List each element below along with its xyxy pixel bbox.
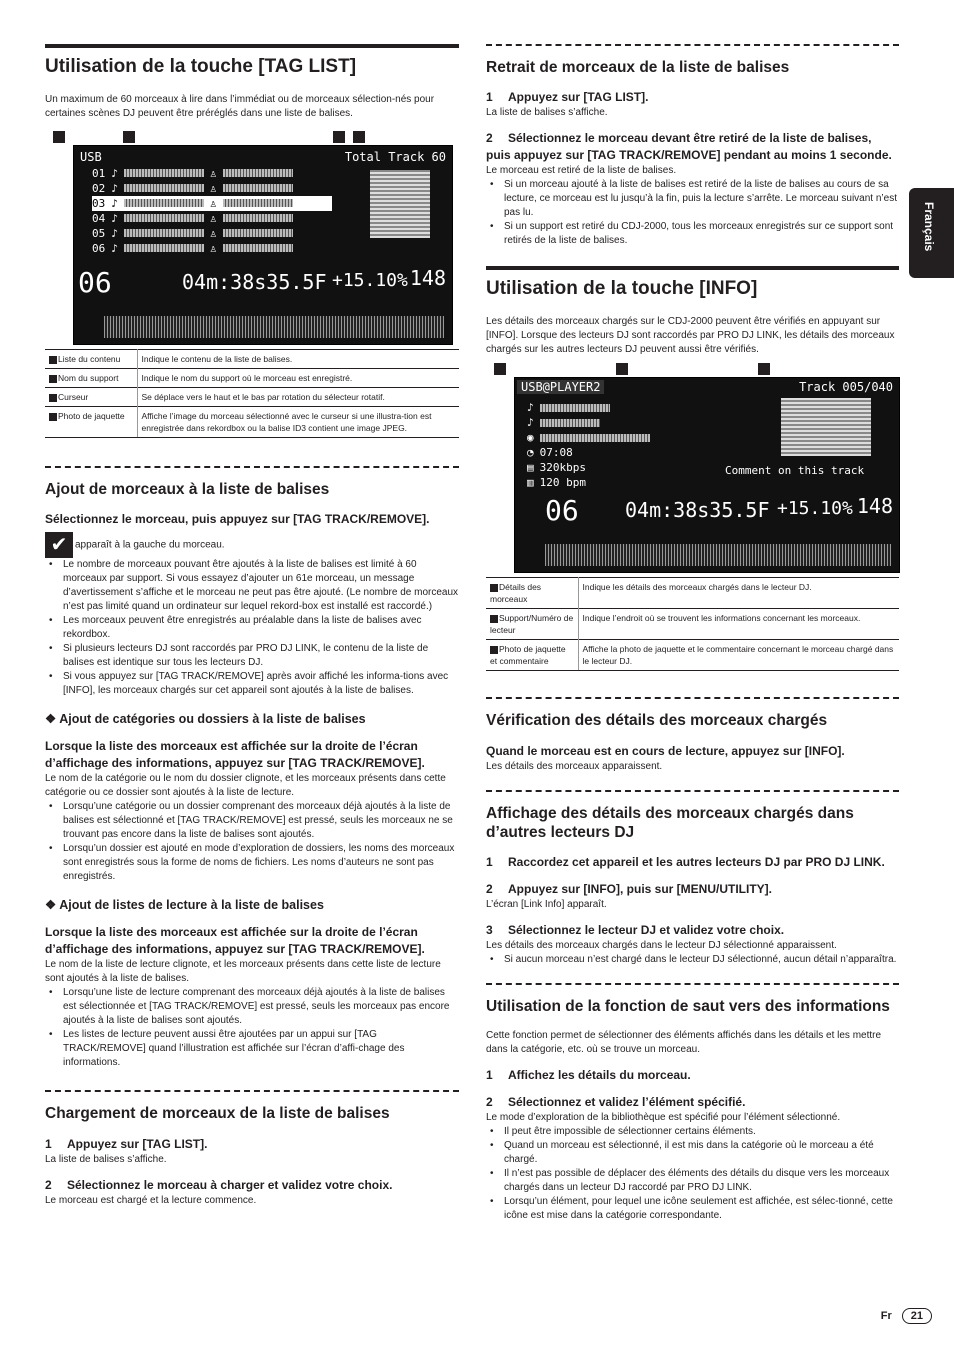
duration: 07:08 [539, 446, 573, 460]
bullet-item: • Si vous appuyez sur [TAG TRACK/REMOVE] après avoir affiché les informa-tions avec [INFO], les morceaux chargés sur cet appareil sont ajoutés à la liste de balises. [63, 670, 459, 698]
check-icon: ✔ [45, 532, 73, 558]
bpm-row: 120 bpm [539, 476, 586, 490]
info-title: Utilisation de la touche [INFO] [486, 278, 758, 300]
details-list: ♪ ♪ ◉ ◔ 07:08 ▤ 320kbps ▥ 120 bpm [527, 400, 677, 490]
artist-icon: ♙ [209, 166, 217, 180]
note-icon: ♪ [111, 181, 118, 195]
legend-key: Liste du contenu [58, 353, 121, 364]
page-number: 21 [902, 1308, 932, 1324]
legend-row [45, 387, 459, 406]
add-bullets [45, 558, 459, 698]
callout-4 [353, 131, 365, 143]
jump-title: Utilisation de la fonction de saut vers des informations [486, 998, 890, 1016]
tempo-display: +15.10% [777, 498, 853, 520]
callout-1-icon [49, 356, 57, 364]
legend-value: Affiche l’image du morceau sélectionné avec le curseur si une illustra-tion est enregistrée dans rekordbox ou la balise ID3 contient une image JPEG. [137, 406, 459, 437]
remove-step-2-text: Le morceau est retiré de la liste de balises. [486, 165, 677, 177]
bullet-item: • Quand un morceau est sélectionné, il est mis dans la catégorie où le morceau a été chargé. [504, 1139, 899, 1167]
bitrate: 320kbps [539, 461, 586, 475]
load-step-2: Sélectionnez le morceau à charger et validez votre choix. [67, 1177, 393, 1192]
callout-2 [123, 131, 135, 143]
note-icon: ♪ [111, 211, 118, 225]
legend-value: Se déplace vers le haut et le bas par rotation du sélecteur rotatif. [137, 387, 459, 406]
track-number: 06 [78, 265, 112, 299]
usb-label: USB [80, 149, 102, 164]
track-row[interactable] [92, 181, 332, 196]
jump-intro: Cette fonction permet de sélectionner des éléments affichés dans les détails et les mettre dans la catégorie, etc. où se trouve un morceau. [486, 1029, 882, 1055]
verify-text: Les détails des morceaux apparaissent. [486, 760, 663, 772]
note-icon: ♪ [111, 226, 118, 240]
category-bullets [45, 800, 459, 884]
category-lead: Lorsque la liste des morceaux est affichée sur la droite de l’écran d’affichage des informations, appuyez sur [TAG TRACK/REMOVE]. [45, 739, 425, 771]
waveform [104, 316, 444, 338]
load-step-1-text: La liste de balises s’affiche. [45, 1153, 167, 1165]
artist-icon: ♙ [209, 196, 217, 210]
legend-row [486, 640, 899, 671]
category-text: Le nom de la catégorie ou le nom du dossier clignote, et les morceaux présents dans cette catégorie ou ce dossier sont ajoutés à la liste de lecture. [45, 773, 446, 799]
artist-icon: ♙ [209, 211, 217, 225]
track-row[interactable] [92, 211, 332, 226]
source-label: USB@PLAYER2 [517, 380, 604, 394]
bullet-item: • Si un morceau ajouté à la liste de balises est retiré de la liste de balises au cours de sa lecture, ce morceau est lu jusqu’à la fin, puis la lecture s’arrête. Le morceau suivant n’est pas lu. [504, 178, 899, 220]
legend-row [486, 609, 899, 640]
others-step-3-text: Les détails des morceaux chargés dans le lecteur DJ sélectionné apparaissent. [486, 940, 837, 952]
divider [486, 266, 899, 270]
legend-key: Photo de jaquette [58, 410, 125, 421]
playlist-bullets [45, 986, 459, 1070]
remove-step-2: Sélectionnez le morceau devant être retiré de la liste de balises, puis appuyez sur [TAG TRACK/REMOVE] pendant au moins 1 seconde. [486, 131, 892, 163]
waveform [545, 544, 891, 566]
others-bullets [486, 953, 899, 967]
callout-2-icon [49, 375, 57, 383]
language-label: Français [922, 202, 936, 252]
track-row[interactable] [92, 196, 332, 211]
bullet-item: • Les listes de lecture peuvent aussi être ajoutées par un appui sur [TAG TRACK/REMOVE] quand l’illustration est affichée sur l’écran d’affi-chage des informations. [63, 1028, 459, 1070]
legend-value: Affiche la photo de jaquette et le commentaire concernant le morceau chargé dans le lecteur DJ. [578, 640, 899, 671]
category-subtitle: ❖ Ajout de catégories ou dossiers à la liste de balises [45, 712, 366, 727]
track-row[interactable] [92, 226, 332, 241]
playlist-lead: Lorsque la liste des morceaux est affichée sur la droite de l’écran d’affichage des informations, appuyez sur [TAG TRACK/REMOVE]. [45, 925, 425, 957]
callout-3-icon [49, 394, 57, 402]
track-index: 01 [92, 166, 106, 180]
time-display: 04m:38s35.5F [182, 269, 327, 294]
legend-value: Indique l’endroit où se trouvent les informations concernant les morceaux. [578, 609, 899, 640]
page-footer [881, 1308, 932, 1324]
others-step-1: Raccordez cet appareil et les autres lecteurs DJ par PRO DJ LINK. [508, 855, 885, 870]
load-step-2-text: Le morceau est chargé et la lecture commence. [45, 1194, 257, 1206]
track-index: 06 [92, 241, 106, 255]
callout-1-icon [490, 584, 498, 592]
bullet-item: • Lorsqu’un dossier est ajouté en mode d’exploration de dossiers, les noms des morceaux sont enregistrés sous la forme de noms de fichiers. Les noms d’auteurs ne sont pas enregistrés. [63, 842, 459, 884]
legend-key: Nom du support [58, 372, 119, 383]
tag-list-title: Utilisation de la touche [TAG LIST] [45, 56, 357, 77]
legend-row [45, 349, 459, 368]
track-index: 03 [92, 196, 106, 210]
load-step-1: Appuyez sur [TAG LIST]. [67, 1136, 208, 1151]
bullet-item: • Si un support est retiré du CDJ-2000, tous les morceaux enregistrés sur ce support sont retirés de la liste de balises. [504, 220, 899, 248]
divider [486, 697, 899, 699]
tag-list-intro: Un maximum de 60 morceaux à lire dans l’immédiat ou de morceaux sélection-nés pour certaines scènes DJ peuvent être préréglés dans une liste de balises. [45, 93, 435, 119]
jump-step-1: Affichez les détails du morceau. [508, 1067, 691, 1082]
bullet-item: • Il peut être impossible de sélectionner certains éléments. [504, 1125, 899, 1139]
jump-bullets [486, 1125, 899, 1223]
right-column: Retrait de morceaux de la liste de balises 1 Appuyez sur [TAG LIST]. La liste de balises s’affiche. 2 Sélectionnez le morceau devant être retiré de la liste de balises, puis appuyez sur [TAG TRACK/REMOVE] pendant au moins 1 seconde. Le morceau est retiré de la liste de balises. • Si un morceau ajouté à la liste de balises est retiré de la liste de balises au cours de sa lecture, ce morceau est lu jusqu’à la fin, puis la lecture s’arrête. Le morceau suivant n’est pas lu. • Si un support est retiré du CDJ-2000, tous les morceaux enregistrés sur ce support sont retirés de la liste de balises. Utilisation de la touche [INFO] Les détails des morceaux chargés sur le CDJ-2000 peuvent être vérifiés en appuyant sur [INFO]. Lorsque des lecteurs DJ sont raccordés par PRO DJ LINK, les détails des morceaux chargés sur les autres lecteurs DJ peuvent aussi être vérifiés. USB@PLAYER2 Track 005/040 ♪ ♪ ◉ ◔ 07:08 ▤ 320kbps ▥ 120 bpm Comment on this track 06 04m:38s35.5F +15.10% 148 Détails des morceaux Indique les détails des morceaux chargés dans le lecteur DJ. Support/Numéro de lecteur Indique l’endroit où se trouvent les informations concernant les morceaux. Photo de jaquette et commentaire Affiche la photo de jaquette et le commentaire concernant le morceau chargé dans le lecteur DJ. Vérification des détails des morceaux chargés Quand le morceau est en cours de lecture, appuyez sur [INFO]. Les détails des morceaux apparaissent. Affichage des détails des morceaux chargés dans d’autres lecteurs DJ 1 Raccordez cet appareil et les autres lecteurs DJ par PRO DJ LINK. 2 Appuyez sur [INFO], puis sur [MENU/UTILITY]. L’écran [Link Info] apparaît. 3 Sélectionnez le lecteur DJ et validez votre choix. Les détails des morceaux chargés dans le lecteur DJ sélectionné apparaissent. • Si aucun morceau n’est chargé dans le lecteur DJ sélectionné, aucun détail n’apparaîtra. Utilisation de la fonction de saut vers des informations Cette fonction permet de sélectionner des éléments affichés dans les détails et les mettre dans la catégorie, etc. où se trouve un morceau. 1 Affichez les détails du morceau. 2 Sélectionnez et validez l’élément spécifié. Le mode d’exploration de la bibliothèque est spécifié pour l’élément sélectionné. • Il peut être impossible de sélectionner certains éléments. • Quand un morceau est sélectionné, il est mis dans la catégorie où le morceau a été chargé. • Il n’est pas possible de déplacer des éléments des détails du disque vers les morceaux chargés dans un lecteur DJ raccordé par PRO DJ LINK. • Lorsqu’un élément, pour lequel une icône seulement est affichée, est sélec-tionné, cette icône est mise dans la catégorie correspondante. [486, 44, 899, 1223]
legend-key: Détails des morceaux [490, 582, 542, 605]
callout-row [486, 363, 899, 377]
bullet-item: • Lorsqu’une catégorie ou un dossier comprenant des morceaux déjà ajoutés à la liste de balises est sélectionné et [TAG TRACK/REMOVE] est pressé, seuls les morceaux ne se trouvant pas encore dans la liste de balises sont ajoutés. [63, 800, 459, 842]
callout-3-icon [490, 646, 498, 654]
info-legend [486, 577, 899, 671]
legend-value: Indique le nom du support où le morceau est enregistré. [137, 368, 459, 387]
track-number: 06 [545, 494, 579, 528]
legend-value: Indique les détails des morceaux chargés dans le lecteur DJ. [578, 578, 899, 609]
remove-title: Retrait de morceaux de la liste de balises [486, 59, 790, 76]
playlist-subtitle: ❖ Ajout de listes de lecture à la liste de balises [45, 898, 324, 913]
callout-1 [53, 131, 65, 143]
track-row[interactable] [92, 241, 332, 256]
time-display: 04m:38s35.5F [625, 498, 770, 523]
bullet-item: • Lorsqu’une liste de lecture comprenant des morceaux déjà ajoutés à la liste de balises est sélectionnée et [TAG TRACK/REMOVE] est pressé, seuls les morceaux pas encore ajoutés à la liste de balises sont ajoutés. [63, 986, 459, 1028]
bpm-display: 148 [409, 265, 446, 290]
track-index: 05 [92, 226, 106, 240]
bullet-item: • Le nombre de morceaux pouvant être ajoutés à la liste de balises est limité à 60 morceaux par support. Si vous essayez d’ajouter un 61e morceau, un message d’avertissement s’affiche et le morceau ne peut pas être ajouté. (Le nombre de morceaux n’est pas limité quand un ordinateur sur lequel rekord-box est installé est raccordé.) [63, 558, 459, 614]
tempo-display: +15.10% [332, 269, 408, 291]
total-track: Total Track 60 [344, 149, 446, 164]
verify-title: Vérification des détails des morceaux chargés [486, 712, 828, 730]
jump-step-2: Sélectionnez et validez l’élément spécifié. [508, 1094, 746, 1109]
add-appears: apparaît à la gauche du morceau. [75, 539, 225, 551]
load-title: Chargement de morceaux de la liste de balises [45, 1105, 390, 1123]
verify-lead: Quand le morceau est en cours de lecture, appuyez sur [INFO]. [486, 743, 845, 758]
remove-step-1-text: La liste de balises s’affiche. [486, 107, 608, 119]
others-title: Affichage des détails des morceaux chargés dans d’autres lecteurs DJ [486, 804, 854, 841]
bullet-item: • Si plusieurs lecteurs DJ sont raccordés par PRO DJ LINK, le contenu de la liste de balises est identique sur tous les lecteurs DJ. [63, 642, 459, 670]
artist-icon: ♙ [209, 241, 217, 255]
track-list [92, 166, 332, 256]
divider [486, 790, 899, 792]
info-screen [514, 377, 900, 573]
playlist-text: Le nom de la liste de lecture clignote, et les morceaux présents dans cette liste de lecture sont ajoutés à la liste de balises. [45, 959, 441, 985]
legend-row [45, 406, 459, 437]
add-title: Ajout de morceaux à la liste de balises [45, 480, 330, 498]
divider [486, 44, 899, 46]
callout-3 [333, 131, 345, 143]
legend-key: Photo de jaquette et commentaire [490, 644, 566, 667]
language-tab [909, 188, 954, 278]
left-column: Utilisation de la touche [TAG LIST] Un maximum de 60 morceaux à lire dans l’immédiat ou de morceaux sélection-nés pour certaines scènes DJ peuvent être préréglés dans une liste de balises. USB Total Track 60 01 ♪ ♙ 02 ♪ ♙ 03 ♪ ♙ 04 ♪ ♙ 05 ♪ ♙ 06 ♪ ♙ 06 04m:38s35.5F +15.10% 148 Liste du contenu Indique le contenu de la liste de balises. Nom du support Indique le nom du support où le morceau est enregistré. Curseur Se déplace vers le haut et le bas par rotation du sélecteur rotatif. Photo de jaquette Affiche l’image du morceau sélectionné avec le curseur si une illustra-tion est enregistrée dans rekordbox ou la balise ID3 contient une image JPEG. Ajout de morceaux à la liste de balises Sélectionnez le morceau, puis appuyez sur [TAG TRACK/REMOVE]. ✔ apparaît à la gauche du morceau. • Le nombre de morceaux pouvant être ajoutés à la liste de balises est limité à 60 morceaux par support. Si vous essayez d’ajouter un 61e morceau, un message d’avertissement s’affiche et le morceau ne peut pas être ajouté. (Le nombre de morceaux n’est pas limité quand un ordinateur sur lequel rekord-box est installé est raccordé.) • Les morceaux peuvent être enregistrés au préalable dans la liste de balises avec rekordbox. • Si plusieurs lecteurs DJ sont raccordés par PRO DJ LINK, le contenu de la liste de balises est identique sur tous les lecteurs DJ. • Si vous appuyez sur [TAG TRACK/REMOVE] après avoir affiché les informa-tions avec [INFO], les morceaux chargés sur cet appareil sont ajoutés à la liste de balises. ❖ Ajout de catégories ou dossiers à la liste de balises Lorsque la liste des morceaux est affichée sur la droite de l’écran d’affichage des informations, appuyez sur [TAG TRACK/REMOVE]. Le nom de la catégorie ou le nom du dossier clignote, et les morceaux présents dans cette catégorie ou ce dossier sont ajoutés à la liste de lecture. • Lorsqu’une catégorie ou un dossier comprenant des morceaux déjà ajoutés à la liste de balises est sélectionné et [TAG TRACK/REMOVE] est pressé, seuls les morceaux ne se trouvant pas encore dans la liste de balises sont ajoutés. • Lorsqu’un dossier est ajouté en mode d’exploration de dossiers, les noms des morceaux sont enregistrés sous la forme de noms de fichiers. Les noms d’auteurs ne sont pas enregistrés. ❖ Ajout de listes de lecture à la liste de balises Lorsque la liste des morceaux est affichée sur la droite de l’écran d’affichage des informations, appuyez sur [TAG TRACK/REMOVE]. Le nom de la liste de lecture clignote, et les morceaux présents dans cette liste de lecture sont ajoutés à la liste de balises. • Lorsqu’une liste de lecture comprenant des morceaux déjà ajoutés à la liste de balises est sélectionnée et [TAG TRACK/REMOVE] est pressé, seuls les morceaux pas encore ajoutés à la liste de balises sont ajoutés. • Les listes de lecture peuvent aussi être ajoutées par un appui sur [TAG TRACK/REMOVE] quand l’illustration est affichée sur l’écran d’affi-chage des informations. Chargement de morceaux de la liste de balises 1 Appuyez sur [TAG LIST]. La liste de balises s’affiche. 2 Sélectionnez le morceau à charger et validez votre choix. Le morceau est chargé et la lecture commence. [45, 44, 459, 1208]
track-row[interactable] [92, 166, 332, 181]
footer-lang: Fr [880, 1310, 892, 1322]
others-step-2-text: L’écran [Link Info] apparaît. [486, 899, 607, 911]
jump-step-2-text: Le mode d’exploration de la bibliothèque est spécifié pour l’élément sélectionné. [486, 1111, 841, 1123]
jacket-image [781, 398, 871, 456]
callout-3 [758, 363, 770, 375]
callout-2 [616, 363, 628, 375]
others-step-2: Appuyez sur [INFO], puis sur [MENU/UTILITY]. [508, 882, 772, 897]
legend-key: Curseur [58, 391, 89, 402]
legend-key: Support/Numéro de lecteur [490, 613, 574, 636]
jacket-image [370, 170, 430, 238]
track-counter: Track 005/040 [799, 380, 893, 395]
legend-row [486, 578, 899, 609]
bullet-item: • Si aucun morceau n’est chargé dans le lecteur DJ sélectionné, aucun détail n’apparaîtra. [504, 953, 899, 967]
artist-icon: ♙ [209, 226, 217, 240]
add-lead: Sélectionnez le morceau, puis appuyez sur [TAG TRACK/REMOVE]. [45, 512, 430, 527]
note-icon: ♪ [111, 196, 118, 210]
callout-1 [494, 363, 506, 375]
track-index: 04 [92, 211, 106, 225]
bullet-item: • Les morceaux peuvent être enregistrés au préalable dans la liste de balises avec rekordbox. [63, 614, 459, 642]
artist-icon: ♙ [209, 181, 217, 195]
info-intro: Les détails des morceaux chargés sur le CDJ-2000 peuvent être vérifiés en appuyant sur [INFO]. Lorsque des lecteurs DJ sont raccordés par PRO DJ LINK, les détails des morceaux chargés sur les autres lecteurs DJ peuvent aussi être vérifiés. [486, 316, 895, 356]
divider [45, 1090, 459, 1092]
divider [45, 44, 459, 48]
callout-2-icon [490, 615, 498, 623]
callout-row [45, 131, 459, 145]
comment: Comment on this track [725, 464, 865, 478]
note-icon: ♪ [111, 241, 118, 255]
track-index: 02 [92, 181, 106, 195]
remove-bullets [486, 178, 899, 248]
legend-value: Indique le contenu de la liste de balises. [137, 349, 459, 368]
callout-4-icon [49, 413, 57, 421]
bullet-item: • Il n’est pas possible de déplacer des éléments des détails du disque vers les morceaux chargés dans un lecteur DJ raccordé par PRO DJ LINK. [504, 1167, 899, 1195]
remove-step-1: Appuyez sur [TAG LIST]. [508, 90, 649, 105]
note-icon: ♪ [111, 166, 118, 180]
legend-row [45, 368, 459, 387]
divider [45, 466, 459, 468]
bpm-display: 148 [856, 494, 893, 519]
others-step-3: Sélectionnez le lecteur DJ et validez votre choix. [508, 923, 785, 938]
tag-list-legend [45, 349, 459, 438]
divider [486, 983, 899, 985]
bullet-item: • Lorsqu’un élément, pour lequel une icône seulement est affichée, est sélec-tionné, cette icône est mise dans la catégorie correspondante. [504, 1195, 899, 1223]
tag-list-screen [73, 145, 453, 345]
